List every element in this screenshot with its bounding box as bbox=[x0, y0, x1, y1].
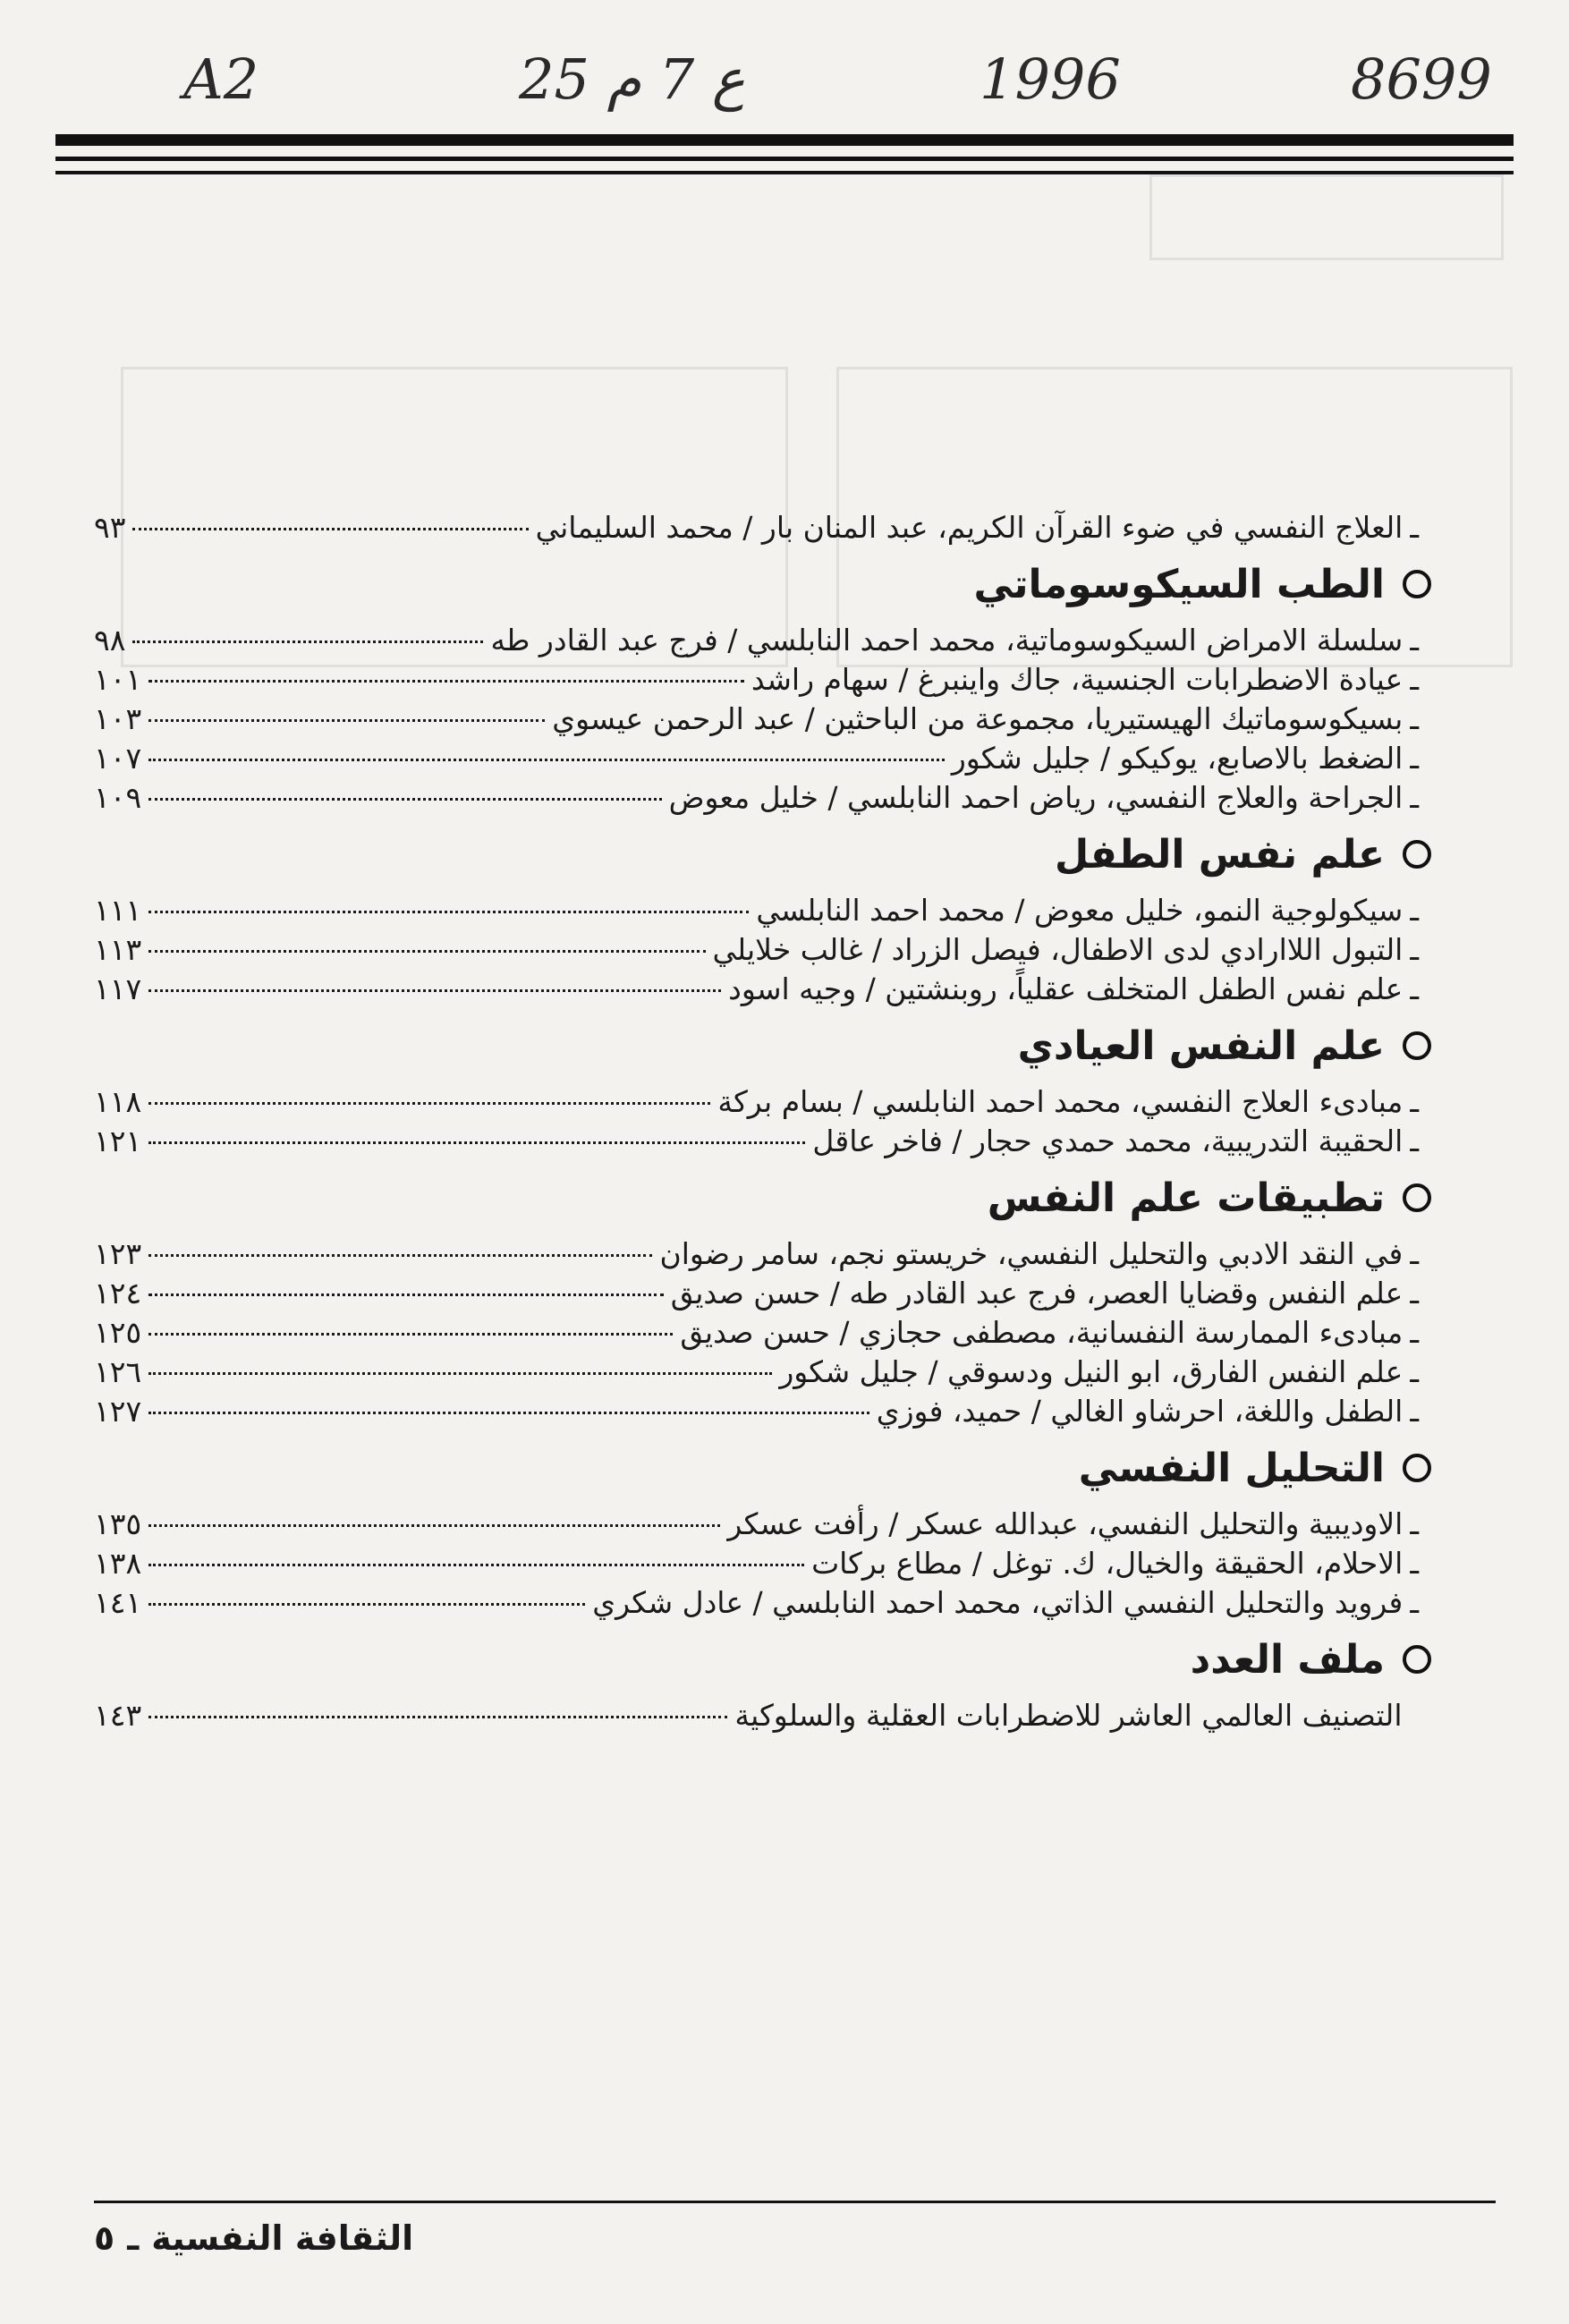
entry-page: ١٤١ bbox=[94, 1585, 142, 1620]
entry-dash: ـ bbox=[1410, 1354, 1419, 1389]
dot-leader bbox=[148, 1293, 664, 1296]
toc-entry[interactable] bbox=[94, 930, 1419, 970]
section-title: التحليل النفسي bbox=[1078, 1445, 1385, 1491]
dot-leader bbox=[148, 950, 705, 953]
handwritten-note-date: 25 ع 7 م bbox=[519, 47, 745, 112]
toc-entry[interactable] bbox=[94, 1392, 1419, 1431]
entry-page: ١٠١ bbox=[94, 662, 142, 697]
page-number: ٥ bbox=[94, 2218, 115, 2258]
entry-page: ١٠٣ bbox=[94, 701, 142, 736]
entry-page: ١١١ bbox=[94, 893, 142, 928]
entry-page: ١١٧ bbox=[94, 971, 142, 1006]
toc-entry[interactable] bbox=[94, 1505, 1419, 1544]
entry-title: الضغط بالاصابع، يوكيكو / جليل شكور bbox=[951, 741, 1404, 776]
entry-page: ١٠٩ bbox=[94, 780, 142, 815]
entry-page: ٩٣ bbox=[94, 510, 126, 545]
entry-title: علم النفس الفارق، ابو النيل ودسوقي / جليل شكور bbox=[779, 1354, 1404, 1389]
entry-page: ١١٣ bbox=[94, 932, 142, 967]
table-of-contents bbox=[94, 508, 1431, 1735]
section-heading bbox=[94, 547, 1431, 621]
entry-title: الحقيبة التدريبية، محمد حمدي حجار / فاخر عاقل bbox=[812, 1124, 1404, 1158]
toc-entry[interactable] bbox=[94, 1353, 1419, 1392]
dot-leader bbox=[148, 1412, 869, 1414]
entry-dash: ـ bbox=[1410, 510, 1419, 545]
entry-title: الجراحة والعلاج النفسي، رياض احمد النابلسي / خليل معوض bbox=[668, 780, 1404, 815]
dot-leader bbox=[148, 1102, 710, 1105]
toc-entry[interactable] bbox=[94, 1583, 1419, 1623]
dot-leader bbox=[148, 680, 744, 683]
toc-entry[interactable] bbox=[94, 700, 1419, 739]
toc-entry[interactable] bbox=[94, 1274, 1419, 1313]
entry-title: بسيكوسوماتيك الهيستيريا، مجموعة من الباحثين / عبد الرحمن عيسوي bbox=[552, 701, 1404, 736]
dot-leader bbox=[148, 1564, 804, 1566]
circle-bullet-icon bbox=[1403, 1183, 1431, 1212]
entry-page: ١٢٤ bbox=[94, 1276, 142, 1310]
entry-dash: ـ bbox=[1410, 893, 1419, 928]
toc-entry[interactable] bbox=[94, 1313, 1419, 1353]
dot-leader bbox=[132, 528, 528, 530]
entry-dash: ـ bbox=[1410, 971, 1419, 1006]
toc-entry[interactable] bbox=[94, 970, 1419, 1009]
entry-page: ١٤٣ bbox=[94, 1698, 142, 1733]
entry-dash: ـ bbox=[1410, 1236, 1419, 1271]
entry-dash: ـ bbox=[1410, 1276, 1419, 1310]
entry-dash: ـ bbox=[1410, 1315, 1419, 1350]
entry-page: ١٢٣ bbox=[94, 1236, 142, 1271]
toc-entry[interactable] bbox=[94, 1082, 1419, 1122]
bleed-through-box bbox=[1149, 174, 1504, 260]
toc-entry[interactable] bbox=[94, 1696, 1419, 1735]
footer-rule bbox=[94, 2201, 1496, 2203]
handwritten-note-year: 1996 bbox=[980, 47, 1121, 112]
footer-separator: ـ bbox=[127, 2218, 140, 2258]
dot-leader bbox=[132, 640, 483, 643]
section-title: ملف العدد bbox=[1190, 1636, 1385, 1683]
dot-leader bbox=[148, 1333, 673, 1336]
entry-title: الاحلام، الحقيقة والخيال، ك. توغل / مطاع بركات bbox=[811, 1546, 1404, 1581]
entry-page: ١٢١ bbox=[94, 1124, 142, 1158]
circle-bullet-icon bbox=[1403, 1454, 1431, 1482]
entry-dash: ـ bbox=[1410, 1124, 1419, 1158]
toc-entry[interactable] bbox=[94, 739, 1419, 778]
dot-leader bbox=[148, 1524, 720, 1527]
toc-entry[interactable] bbox=[94, 1122, 1419, 1161]
entry-page: ٩٨ bbox=[94, 623, 126, 657]
section-title: علم نفس الطفل bbox=[1055, 831, 1385, 878]
entry-page: ١٢٦ bbox=[94, 1354, 142, 1389]
section-heading bbox=[94, 1623, 1431, 1696]
circle-bullet-icon bbox=[1403, 1645, 1431, 1674]
entry-title: في النقد الادبي والتحليل النفسي، خريستو نجم، سامر رضوان bbox=[659, 1236, 1404, 1271]
entry-dash: ـ bbox=[1410, 741, 1419, 776]
entry-dash: ـ bbox=[1410, 1506, 1419, 1541]
entry-title: عيادة الاضطرابات الجنسية، جاك واينبرغ / سهام راشد bbox=[751, 662, 1404, 697]
handwritten-note-number: 8699 bbox=[1351, 47, 1492, 112]
entry-title: سيكولوجية النمو، خليل معوض / محمد احمد النابلسي bbox=[756, 893, 1404, 928]
entry-dash: ـ bbox=[1410, 701, 1419, 736]
circle-bullet-icon bbox=[1403, 570, 1431, 598]
toc-entry[interactable] bbox=[94, 1234, 1419, 1274]
dot-leader bbox=[148, 1141, 805, 1144]
entry-page: ١٣٨ bbox=[94, 1546, 142, 1581]
section-heading bbox=[94, 818, 1431, 891]
circle-bullet-icon bbox=[1403, 1031, 1431, 1060]
toc-entry[interactable] bbox=[94, 660, 1419, 700]
entry-dash: ـ bbox=[1410, 780, 1419, 815]
handwritten-note-a2: A2 bbox=[183, 47, 259, 112]
entry-title: علم النفس وقضايا العصر، فرج عبد القادر طه / حسن صديق bbox=[670, 1276, 1404, 1310]
section-title: تطبيقات علم النفس bbox=[987, 1175, 1385, 1221]
page-footer bbox=[94, 2218, 413, 2258]
dot-leader bbox=[148, 1716, 727, 1718]
section-heading bbox=[94, 1009, 1431, 1082]
entry-title: فرويد والتحليل النفسي الذاتي، محمد احمد النابلسي / عادل شكري bbox=[592, 1585, 1404, 1620]
dot-leader bbox=[148, 1254, 652, 1257]
toc-entry[interactable] bbox=[94, 891, 1419, 930]
dot-leader bbox=[148, 1603, 585, 1606]
entry-dash: ـ bbox=[1410, 1394, 1419, 1429]
entry-title: علم نفس الطفل المتخلف عقلياً، روبنشتين / وجيه اسود bbox=[728, 971, 1404, 1006]
entry-title: مبادىء الممارسة النفسانية، مصطفى حجازي / حسن صديق bbox=[680, 1315, 1404, 1350]
section-heading bbox=[94, 1431, 1431, 1505]
entry-title: الطفل واللغة، احرشاو الغالي / حميد، فوزي bbox=[876, 1394, 1404, 1429]
toc-entry[interactable] bbox=[94, 1544, 1419, 1583]
entry-dash: ـ bbox=[1410, 1546, 1419, 1581]
toc-entry[interactable] bbox=[94, 621, 1419, 660]
dot-leader bbox=[148, 719, 545, 722]
entry-title: الاوديبية والتحليل النفسي، عبدالله عسكر / رأفت عسكر bbox=[727, 1506, 1404, 1541]
entry-dash: ـ bbox=[1410, 1084, 1419, 1119]
entry-page: ١١٨ bbox=[94, 1084, 142, 1119]
dot-leader bbox=[148, 911, 749, 913]
toc-entry[interactable] bbox=[94, 778, 1419, 818]
dot-leader bbox=[148, 798, 661, 801]
section-title: علم النفس العيادي bbox=[1017, 1022, 1385, 1069]
header-rule-thick bbox=[55, 134, 1514, 146]
entry-title: التبول اللاارادي لدى الاطفال، فيصل الزراد / غالب خلايلي bbox=[712, 932, 1404, 967]
entry-title: سلسلة الامراض السيكوسوماتية، محمد احمد النابلسي / فرج عبد القادر طه bbox=[490, 623, 1404, 657]
entry-page: ١٠٧ bbox=[94, 741, 142, 776]
dot-leader bbox=[148, 1372, 772, 1375]
entry-dash: ـ bbox=[1410, 932, 1419, 967]
entry-page: ١٣٥ bbox=[94, 1506, 142, 1541]
journal-title: الثقافة النفسية bbox=[151, 2218, 414, 2258]
dot-leader bbox=[148, 759, 945, 761]
toc-entry[interactable] bbox=[94, 508, 1419, 547]
entry-title: العلاج النفسي في ضوء القرآن الكريم، عبد المنان بار / محمد السليماني bbox=[535, 510, 1404, 545]
circle-bullet-icon bbox=[1403, 840, 1431, 869]
entry-dash: ـ bbox=[1410, 623, 1419, 657]
section-title: الطب السيكوسوماتي bbox=[973, 561, 1385, 607]
entry-dash: ـ bbox=[1410, 662, 1419, 697]
header-rule-middle bbox=[55, 157, 1514, 161]
entry-title: مبادىء العلاج النفسي، محمد احمد النابلسي / بسام بركة bbox=[717, 1084, 1404, 1119]
entry-dash bbox=[1410, 1696, 1420, 1735]
section-heading bbox=[94, 1161, 1431, 1234]
entry-page: ١٢٧ bbox=[94, 1394, 142, 1429]
entry-page: ١٢٥ bbox=[94, 1315, 142, 1350]
entry-title: التصنيف العالمي العاشر للاضطرابات العقلية والسلوكية bbox=[734, 1698, 1403, 1733]
entry-dash: ـ bbox=[1410, 1585, 1419, 1620]
dot-leader bbox=[148, 989, 721, 992]
